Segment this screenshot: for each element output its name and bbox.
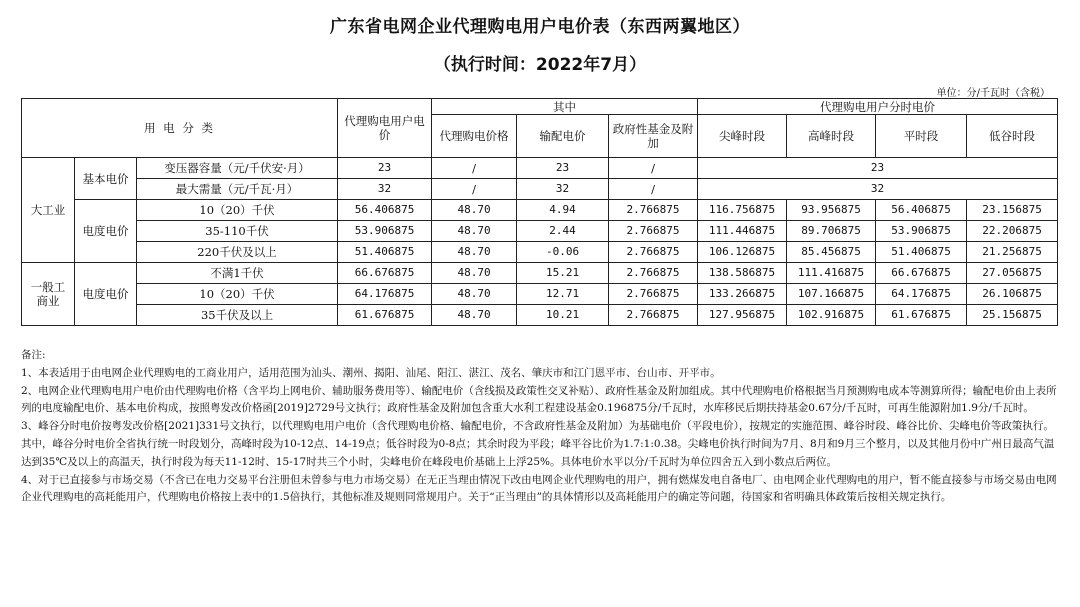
peak-cell: 85.456875 bbox=[787, 242, 876, 263]
purchase-price-cell: 48.70 bbox=[432, 263, 517, 284]
agent-price-cell: 56.406875 bbox=[338, 200, 432, 221]
peak-top-cell: 116.756875 bbox=[698, 200, 787, 221]
purchase-price-cell: 48.70 bbox=[432, 284, 517, 305]
gov-fund-cell: 2.766875 bbox=[609, 221, 698, 242]
peak-cell: 102.916875 bbox=[787, 305, 876, 326]
demand-transmission: 32 bbox=[517, 179, 609, 200]
notes-section bbox=[21, 347, 1057, 507]
table-row bbox=[22, 221, 1058, 242]
voltage-label: 35千伏及以上 bbox=[137, 305, 338, 326]
gov-fund-cell: 2.766875 bbox=[609, 200, 698, 221]
peak-cell: 89.706875 bbox=[787, 221, 876, 242]
valley-cell: 25.156875 bbox=[967, 305, 1058, 326]
flat-cell: 64.176875 bbox=[876, 284, 967, 305]
voltage-label: 10（20）千伏 bbox=[137, 284, 338, 305]
capacity-agent: 23 bbox=[338, 158, 432, 179]
header-peak: 高峰时段 bbox=[787, 115, 876, 158]
header-flat: 平时段 bbox=[876, 115, 967, 158]
energy-price-label: 电度电价 bbox=[75, 200, 137, 263]
header-transmission-price: 输配电价 bbox=[517, 115, 609, 158]
voltage-label: 10（20）千伏 bbox=[137, 200, 338, 221]
note-item: 4、对于已直接参与市场交易（不含已在电力交易平台注册但未曾参与电力市场交易）在无正当理由情况下改由电网企业代理购电的用户，拥有燃煤发电自备电厂、由电网企业代理购电的用户，暂不能直接参与市场交易由电网企业代理购电的高耗能用户，代理购电价格按上表中的1.5倍执行，其他标准及规则同常规用户。关于“正当理由”的具体情形以及高耗能用户的确定等问题，待国家和省明确具体政策后按相关规定执行。 bbox=[21, 473, 1057, 504]
page-title: 广东省电网企业代理购电用户电价表（东西两翼地区） bbox=[330, 17, 750, 37]
note-item: 1、本表适用于由电网企业代理购电的工商业用户，适用范围为汕头、潮州、揭阳、汕尾、阳江、湛江、茂名、肇庆市和江门恩平市、台山市、开平市。 bbox=[21, 366, 721, 379]
transmission-price-cell: 12.71 bbox=[517, 284, 609, 305]
demand-agent: 32 bbox=[338, 179, 432, 200]
capacity-purchase: / bbox=[432, 158, 517, 179]
capacity-transmission: 23 bbox=[517, 158, 609, 179]
effective-date-subtitle: （执行时间：2022年7月） bbox=[433, 55, 647, 75]
purchase-price-cell: 48.70 bbox=[432, 221, 517, 242]
flat-cell: 66.676875 bbox=[876, 263, 967, 284]
table-row bbox=[22, 305, 1058, 326]
capacity-fund: / bbox=[609, 158, 698, 179]
header-purchase-price: 代理购电价格 bbox=[432, 115, 517, 158]
flat-cell: 56.406875 bbox=[876, 200, 967, 221]
purchase-price-cell: 48.70 bbox=[432, 200, 517, 221]
peak-cell: 107.166875 bbox=[787, 284, 876, 305]
note-item: 2、电网企业代理购电用户电价由代理购电价格（含平均上网电价、辅助服务费用等）、输配电价（含线损及政策性交叉补贴）、政府性基金及附加组成。其中代理购电价格根据当月预测购电成本等测算所得；输配电价由上表所列的电度输配电价、基本电价构成，按照粤发改价格函[2019]2729号文执行；政府性基金及附加包含重大水利工程建设基金0.196875分/千瓦时，水库移民后期扶持基金0.67分/千瓦时，可再生能源附加1.9分/千瓦时。 bbox=[21, 384, 1057, 415]
unit-label: 单位：分/千瓦时（含税） bbox=[936, 88, 1050, 99]
basic-price-label: 基本电价 bbox=[75, 158, 137, 200]
gov-fund-cell: 2.766875 bbox=[609, 284, 698, 305]
flat-cell: 53.906875 bbox=[876, 221, 967, 242]
notes-heading: 备注: bbox=[21, 349, 46, 361]
peak-cell: 93.956875 bbox=[787, 200, 876, 221]
peak-top-cell: 111.446875 bbox=[698, 221, 787, 242]
valley-cell: 21.256875 bbox=[967, 242, 1058, 263]
peak-top-cell: 127.956875 bbox=[698, 305, 787, 326]
agent-price-cell: 64.176875 bbox=[338, 284, 432, 305]
gov-fund-cell: 2.766875 bbox=[609, 305, 698, 326]
header-peak-top: 尖峰时段 bbox=[698, 115, 787, 158]
agent-price-cell: 61.676875 bbox=[338, 305, 432, 326]
header-category: 用 电 分 类 bbox=[22, 99, 338, 158]
demand-fund: / bbox=[609, 179, 698, 200]
voltage-label: 不满1千伏 bbox=[137, 263, 338, 284]
header-agent-price: 代理购电用户电价 bbox=[338, 99, 432, 158]
voltage-label: 220千伏及以上 bbox=[137, 242, 338, 263]
header-gov-fund: 政府性基金及附加 bbox=[609, 115, 698, 158]
transmission-price-cell: -0.06 bbox=[517, 242, 609, 263]
gov-fund-cell: 2.766875 bbox=[609, 263, 698, 284]
price-table bbox=[21, 98, 1058, 326]
demand-tou: 32 bbox=[698, 179, 1058, 200]
agent-price-cell: 51.406875 bbox=[338, 242, 432, 263]
agent-price-cell: 53.906875 bbox=[338, 221, 432, 242]
header-valley: 低谷时段 bbox=[967, 115, 1058, 158]
table-row bbox=[22, 200, 1058, 221]
purchase-price-cell: 48.70 bbox=[432, 305, 517, 326]
purchase-price-cell: 48.70 bbox=[432, 242, 517, 263]
table-row bbox=[22, 284, 1058, 305]
valley-cell: 23.156875 bbox=[967, 200, 1058, 221]
peak-cell: 111.416875 bbox=[787, 263, 876, 284]
flat-cell: 51.406875 bbox=[876, 242, 967, 263]
transmission-price-cell: 4.94 bbox=[517, 200, 609, 221]
valley-cell: 26.106875 bbox=[967, 284, 1058, 305]
valley-cell: 27.056875 bbox=[967, 263, 1058, 284]
header-tou-group: 代理购电用户分时电价 bbox=[698, 99, 1058, 115]
header-of-which: 其中 bbox=[432, 99, 698, 115]
gov-fund-cell: 2.766875 bbox=[609, 242, 698, 263]
general-business-label: 一般工商业 bbox=[22, 263, 75, 326]
capacity-tou: 23 bbox=[698, 158, 1058, 179]
capacity-label: 变压器容量（元/千伏安·月） bbox=[137, 158, 338, 179]
peak-top-cell: 138.586875 bbox=[698, 263, 787, 284]
table-row bbox=[22, 242, 1058, 263]
transmission-price-cell: 15.21 bbox=[517, 263, 609, 284]
peak-top-cell: 133.266875 bbox=[698, 284, 787, 305]
transmission-price-cell: 10.21 bbox=[517, 305, 609, 326]
valley-cell: 22.206875 bbox=[967, 221, 1058, 242]
energy-price-label: 电度电价 bbox=[75, 263, 137, 326]
large-industry-label: 大工业 bbox=[22, 158, 75, 263]
peak-top-cell: 106.126875 bbox=[698, 242, 787, 263]
note-item: 3、峰谷分时电价按粤发改价格[2021]331号文执行，以代理购电用户电价（含代理购电价格、输配电价，不含政府性基金及附加）为基础电价（平段电价），按规定的实施范围、峰谷时段、峰谷比价、尖峰电价等政策执行。其中，峰谷分时电价全省执行统一时段划分，高峰时段为10-12点、14-19点；低谷时段为0-8点；其余时段为平段；峰平谷比价为1.7:1:0.38。尖峰电价执行时间为7月、8月和9月三个整月，以及其他月份中广州日最高气温达到35℃及以上的高温天，执行时段为每天11-12时、15-17时共三个小时，尖峰电价在峰段电价基础上上浮25%。具体电价水平以分/千瓦时为单位四舍五入到小数点后两位。 bbox=[21, 420, 1055, 468]
demand-purchase: / bbox=[432, 179, 517, 200]
flat-cell: 61.676875 bbox=[876, 305, 967, 326]
table-row bbox=[22, 263, 1058, 284]
voltage-label: 35-110千伏 bbox=[137, 221, 338, 242]
transmission-price-cell: 2.44 bbox=[517, 221, 609, 242]
demand-label: 最大需量（元/千瓦·月） bbox=[137, 179, 338, 200]
agent-price-cell: 66.676875 bbox=[338, 263, 432, 284]
